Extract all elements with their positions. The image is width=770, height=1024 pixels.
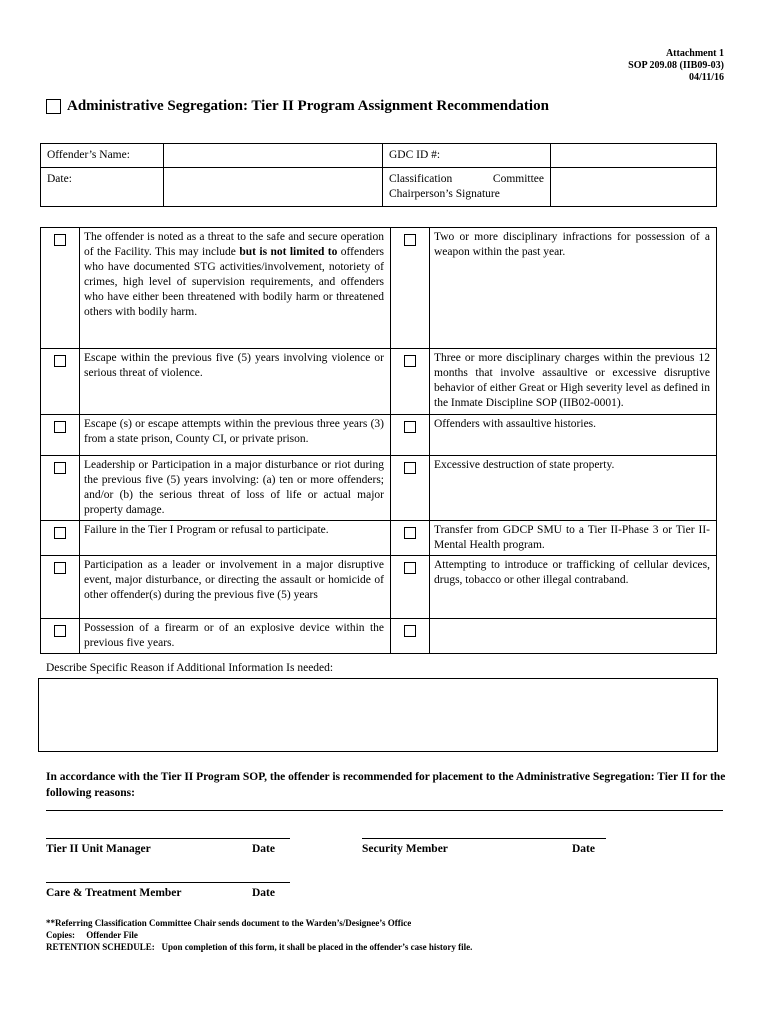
title-checkbox[interactable]	[46, 99, 61, 114]
security-member-label: Security Member	[362, 843, 448, 855]
revision-date: 04/11/16	[688, 72, 724, 83]
criteria-cell	[391, 349, 430, 415]
unit-manager-signature-line[interactable]	[46, 838, 290, 839]
criteria-cell	[391, 456, 430, 521]
footer-copies: Copies: Offender File	[46, 930, 138, 940]
criteria-bold-text: but is not limited to	[239, 246, 338, 258]
footer-notes	[46, 917, 472, 953]
checkbox-disruptive-event[interactable]	[54, 562, 66, 574]
date-label: Date:	[41, 168, 164, 207]
security-member-date-label: Date	[572, 843, 595, 855]
criteria-cell	[391, 415, 430, 456]
offender-name-label: Offender’s Name:	[41, 144, 164, 168]
criteria-cell	[391, 228, 430, 349]
criteria-contraband: Attempting to introduce or trafficking of cellular devices, drugs, tobacco or other illegal contraband.	[430, 556, 717, 619]
criteria-cell	[41, 556, 80, 619]
chair-signature-label-line1: Classification Committee	[389, 173, 544, 185]
care-treatment-label: Care & Treatment Member	[46, 887, 182, 899]
gdc-id-field[interactable]	[551, 144, 717, 168]
care-treatment-signature-line[interactable]	[46, 882, 290, 883]
checkbox-contraband[interactable]	[404, 562, 416, 574]
checkbox-escape-violence[interactable]	[54, 355, 66, 367]
attachment-label: Attachment 1	[665, 48, 724, 59]
checkbox-property-destruction[interactable]	[404, 462, 416, 474]
criteria-cell	[41, 521, 80, 556]
criteria-major-disturbance: Leadership or Participation in a major disturbance or riot during the previous five (5) years involving: (a) ten or more offenders; and/or (b) the serious threat of loss of life or actual major property damage.	[80, 456, 391, 521]
offender-info-table	[40, 143, 717, 207]
reasons-line[interactable]	[46, 810, 723, 811]
criteria-text: The offender is noted as a threat to the safe and secure operation of the Facility. This may include	[84, 231, 384, 258]
chair-signature-label-line2: Chairperson’s Signature	[389, 188, 500, 200]
offender-name-field[interactable]	[164, 144, 383, 168]
criteria-property-destruction: Excessive destruction of state property.	[430, 456, 717, 521]
checkbox-weapon-infractions[interactable]	[404, 234, 416, 246]
criteria-disruptive-event: Participation as a leader or involvement in a major disruptive event, major disturbance, or directing the assault or homicide of other offender(s) during the previous five (5) years	[80, 556, 391, 619]
criteria-cell	[41, 619, 80, 654]
checkbox-tier-one-failure[interactable]	[54, 527, 66, 539]
gdc-id-label: GDC ID #:	[383, 144, 551, 168]
date-field[interactable]	[164, 168, 383, 207]
chair-signature-field[interactable]	[551, 168, 717, 207]
title-row	[46, 98, 549, 115]
accordance-statement: In accordance with the Tier II Program SOP, the offender is recommended for placement to the Administrative Segregation: Tier II for the following reasons:	[46, 771, 726, 799]
care-treatment-date-label: Date	[252, 887, 275, 899]
footer-routing-note: **Referring Classification Committee Chair sends document to the Warden’s/Designee’s Office	[46, 918, 412, 928]
checkbox-major-disturbance[interactable]	[54, 462, 66, 474]
checkbox-smu-transfer[interactable]	[404, 527, 416, 539]
unit-manager-date-label: Date	[252, 843, 275, 855]
criteria-firearm-possession: Possession of a firearm or of an explosive device within the previous five years.	[80, 619, 391, 654]
criteria-cell	[41, 415, 80, 456]
sop-number: SOP 209.08 (IIB09-03)	[628, 60, 724, 71]
criteria-cell	[391, 619, 430, 654]
criteria-table	[40, 227, 717, 654]
unit-manager-label: Tier II Unit Manager	[46, 843, 151, 855]
security-member-signature-line[interactable]	[362, 838, 606, 839]
criteria-escape-violence: Escape within the previous five (5) years involving violence or serious threat of violence.	[80, 349, 391, 415]
criteria-blank	[430, 619, 717, 654]
describe-reason-label: Describe Specific Reason if Additional Information Is needed:	[46, 662, 334, 674]
criteria-threat-to-facility	[80, 228, 391, 349]
criteria-assaultive-histories: Offenders with assaultive histories.	[430, 415, 717, 456]
page-title: Administrative Segregation: Tier II Program Assignment Recommendation	[67, 98, 549, 114]
criteria-tier-one-failure: Failure in the Tier I Program or refusal to participate.	[80, 521, 391, 556]
criteria-cell	[391, 556, 430, 619]
checkbox-threat-to-facility[interactable]	[54, 234, 66, 246]
criteria-cell	[391, 521, 430, 556]
criteria-cell	[41, 349, 80, 415]
checkbox-firearm-possession[interactable]	[54, 625, 66, 637]
criteria-smu-transfer: Transfer from GDCP SMU to a Tier II-Phase 3 or Tier II-Mental Health program.	[430, 521, 717, 556]
criteria-weapon-infractions: Two or more disciplinary infractions for possession of a weapon within the past year.	[430, 228, 717, 349]
checkbox-assaultive-histories[interactable]	[404, 421, 416, 433]
criteria-text: offenders who have documented STG activities/involvement, notoriety of crimes, high level of supervision requirements, and offenders who have either been threatened with bodily harm or threatened others with bodily harm.	[84, 246, 385, 318]
criteria-cell	[41, 456, 80, 521]
criteria-disciplinary-charges: Three or more disciplinary charges within the previous 12 months that involve assaultive or excessive disruptive behavior of either Great or High severity level as defined in the Inmate Discipline SOP (IIB02-0001).	[430, 349, 717, 415]
footer-retention-schedule: RETENTION SCHEDULE: Upon completion of this form, it shall be placed in the offender’s case history file.	[46, 942, 473, 952]
checkbox-escape-attempts[interactable]	[54, 421, 66, 433]
document-reference	[628, 48, 724, 84]
describe-reason-box[interactable]	[38, 678, 718, 752]
checkbox-blank-criteria[interactable]	[404, 625, 416, 637]
chair-signature-label	[383, 168, 551, 207]
criteria-escape-attempts: Escape (s) or escape attempts within the previous three years (3) from a state prison, County CI, or private prison.	[80, 415, 391, 456]
checkbox-disciplinary-charges[interactable]	[404, 355, 416, 367]
criteria-cell	[41, 228, 80, 349]
